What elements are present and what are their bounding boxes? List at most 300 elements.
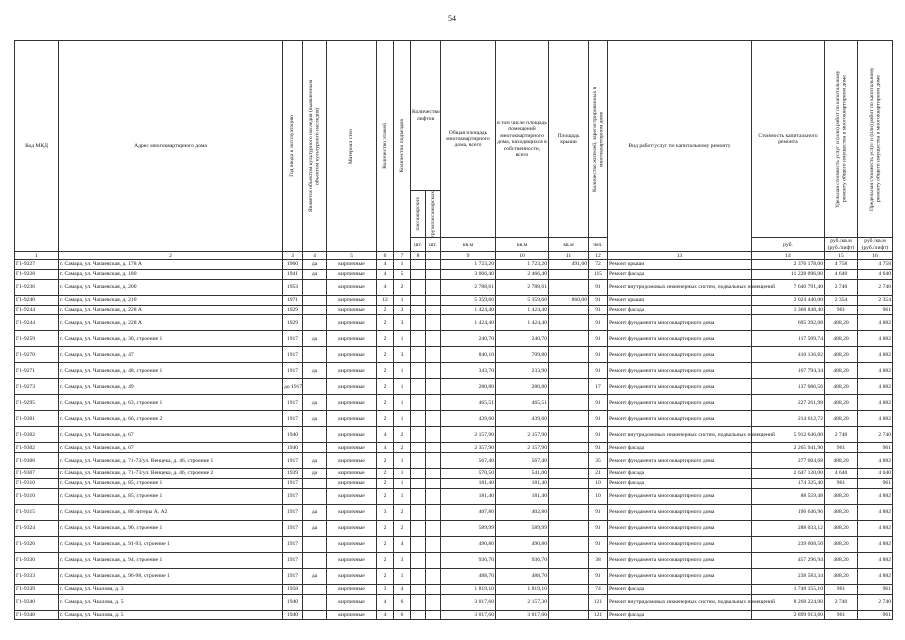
year-cell: 1917 (283, 552, 303, 568)
header-code: Код МКД (15, 41, 59, 252)
unit-cost-cell: 2 740 (825, 427, 858, 443)
address-cell: г. Самара, ул. Чапаевская, д. 67 (59, 427, 283, 443)
material-cell: кирпичные (327, 453, 377, 469)
heritage-cell (303, 305, 327, 315)
entrances-cell: 1 (394, 295, 411, 305)
unit-lifts-cargo: шт. (426, 238, 441, 252)
floors-cell: 2 (377, 379, 394, 395)
lifts-cargo-cell (426, 270, 441, 280)
code-cell: Г1-9295 (15, 395, 59, 411)
column-number: 8 (411, 252, 426, 260)
lifts-cargo-cell (426, 363, 441, 379)
address-cell: г. Самара, ул. Чапаевская, д. 47 (59, 347, 283, 363)
entrances-cell: 3 (394, 347, 411, 363)
cost-cell: 1 748 155,10 (752, 584, 825, 594)
year-cell: 1929 (283, 315, 303, 331)
total-area-cell: 181,40 (441, 479, 496, 489)
lifts-passenger-cell (411, 594, 426, 610)
unit-cost-cell: 488,20 (825, 315, 858, 331)
premises-area-cell: 1 723,20 (496, 260, 549, 270)
table-row (15, 469, 893, 479)
address-cell: г. Самара, ул. Чапаевская, д. 210 (59, 295, 283, 305)
floors-cell: 2 (377, 479, 394, 489)
code-cell: Г1-9302 (15, 427, 59, 443)
premises-area-cell: 465,51 (496, 395, 549, 411)
lifts-cargo-cell (426, 295, 441, 305)
code-cell: Г1-9307 (15, 469, 59, 479)
lifts-passenger-cell (411, 469, 426, 479)
residents-cell: 74 (589, 584, 608, 594)
cost-cell: 695 392,08 (752, 315, 825, 331)
header-residents: Количество жителей, зарегистрированных в многоквартирном доме (591, 86, 604, 192)
premises-area-cell: 181,40 (496, 479, 549, 489)
heritage-cell (303, 536, 327, 552)
roof-area-cell (549, 568, 589, 584)
material-cell: кирпичные (327, 347, 377, 363)
floors-cell: 2 (377, 363, 394, 379)
roof-area-cell (549, 347, 589, 363)
lifts-passenger-cell (411, 411, 426, 427)
cost-cell: 239 608,56 (752, 536, 825, 552)
year-cell: 1940 (283, 427, 303, 443)
unit-cost-cell: 488,20 (825, 453, 858, 469)
address-cell: г. Самара, ул. Чапаевская, д. 63, строение 1 (59, 395, 283, 411)
cost-cell: 137 086,56 (752, 379, 825, 395)
year-cell: 1917 (283, 504, 303, 520)
lifts-passenger-cell (411, 443, 426, 453)
cost-cell: 277 004,68 (752, 453, 825, 469)
code-cell: Г1-9227 (15, 260, 59, 270)
roof-area-cell (549, 536, 589, 552)
heritage-cell (303, 488, 327, 504)
address-cell: г. Самара, ул. Чапаевская, д. 49 (59, 379, 283, 395)
column-number: 3 (283, 252, 303, 260)
work-type-cell: Ремонт фундамента многоквартирного дома (608, 363, 752, 379)
residents-cell: 91 (589, 536, 608, 552)
max-cost-cell: 4 882 (858, 347, 893, 363)
total-area-cell: 567,40 (441, 453, 496, 469)
table-row (15, 479, 893, 489)
floors-cell: 4 (377, 279, 394, 295)
unit-cost-cell: 961 (825, 610, 858, 620)
lifts-passenger-cell (411, 347, 426, 363)
total-area-cell: 2 157,90 (441, 427, 496, 443)
cost-cell: 117 509,74 (752, 331, 825, 347)
table-row (15, 584, 893, 594)
floors-cell: 2 (377, 568, 394, 584)
floors-cell: 2 (377, 331, 394, 347)
code-cell: Г1-9340 (15, 594, 59, 610)
address-cell: г. Самара, ул. Чапаевская, д. 90, строение 1 (59, 520, 283, 536)
entrances-cell: 4 (394, 584, 411, 594)
unit-cost-cell: 2 740 (825, 594, 858, 610)
roof-area-cell (549, 279, 589, 295)
roof-area-cell (549, 395, 589, 411)
code-cell: Г1-9315 (15, 504, 59, 520)
material-cell: кирпичные (327, 552, 377, 568)
entrances-cell: 1 (394, 453, 411, 469)
cost-cell: 227 261,98 (752, 395, 825, 411)
roof-area-cell: 860,00 (549, 295, 589, 305)
lifts-cargo-cell (426, 520, 441, 536)
column-number: 4 (303, 252, 327, 260)
work-type-cell: Ремонт фундамента многоквартирного дома (608, 411, 752, 427)
max-cost-cell: 4 882 (858, 453, 893, 469)
floors-cell: 4 (377, 260, 394, 270)
unit-cost-cell: 961 (825, 305, 858, 315)
max-cost-cell: 4 882 (858, 411, 893, 427)
cost-cell: 410 136,82 (752, 347, 825, 363)
column-number: 11 (549, 252, 589, 260)
table-row (15, 379, 893, 395)
cost-cell: 2 265 941,90 (752, 443, 825, 453)
year-cell: 1971 (283, 295, 303, 305)
max-cost-cell: 4 882 (858, 379, 893, 395)
total-area-cell: 936,70 (441, 552, 496, 568)
year-cell: 1917 (283, 331, 303, 347)
roof-area-cell (549, 520, 589, 536)
header-premises-area: в том числе площадь помещений многоквартирного дома, находящихся в собственности, всего (496, 41, 549, 238)
lifts-passenger-cell (411, 305, 426, 315)
lifts-passenger-cell (411, 488, 426, 504)
column-number: 1 (15, 252, 59, 260)
material-cell: кирпичные (327, 315, 377, 331)
column-number-row (15, 252, 893, 260)
table-row (15, 520, 893, 536)
table-row (15, 594, 893, 610)
code-cell: Г1-9330 (15, 552, 59, 568)
premises-area-cell: 2 157,90 (496, 427, 549, 443)
floors-cell: 2 (377, 411, 394, 427)
unit-cost-cell: 488,20 (825, 347, 858, 363)
floors-cell: 2 (377, 315, 394, 331)
unit-cost-cell: 488,20 (825, 520, 858, 536)
max-cost-cell: 4 882 (858, 536, 893, 552)
cost-cell: 8 268 224,00 (752, 594, 825, 610)
material-cell: кирпичные (327, 305, 377, 315)
material-cell: кирпичные (327, 584, 377, 594)
unit-cost-cell: 961 (825, 584, 858, 594)
heritage-cell (303, 347, 327, 363)
residents-cell: 38 (589, 552, 608, 568)
unit-lifts-passenger: шт. (411, 238, 426, 252)
roof-area-cell (549, 552, 589, 568)
work-type-cell: Ремонт внутридомовых инженерных систем, подвальных помещений (608, 427, 752, 443)
total-area-cell: 181,40 (441, 488, 496, 504)
premises-area-cell: 2 157,30 (496, 594, 549, 610)
code-cell: Г1-9236 (15, 279, 59, 295)
premises-area-cell: 2 788,61 (496, 279, 549, 295)
year-cell: 1917 (283, 536, 303, 552)
column-number: 7 (394, 252, 411, 260)
unit-cost-cell: 4 640 (825, 270, 858, 280)
lifts-cargo-cell (426, 584, 441, 594)
entrances-cell: 1 (394, 379, 411, 395)
address-cell: г. Самара, ул. Чапаевская, д. 85, строение 1 (59, 479, 283, 489)
entrances-cell: 3 (394, 315, 411, 331)
year-cell: 1939 (283, 469, 303, 479)
premises-area-cell: 936,70 (496, 552, 549, 568)
code-cell: Г1-9302 (15, 443, 59, 453)
total-area-cell: 280,80 (441, 379, 496, 395)
work-type-cell: Ремонт фундамента многоквартирного дома (608, 315, 752, 331)
work-type-cell: Ремонт фасада (608, 584, 752, 594)
work-type-cell: Ремонт фундамента многоквартирного дома (608, 331, 752, 347)
roof-area-cell (549, 504, 589, 520)
floors-cell: 2 (377, 536, 394, 552)
heritage-cell (303, 479, 327, 489)
roof-area-cell (549, 584, 589, 594)
roof-area-cell (549, 443, 589, 453)
unit-cost-cell: 488,20 (825, 411, 858, 427)
material-cell: кирпичные (327, 279, 377, 295)
cost-cell: 5 912 646,00 (752, 427, 825, 443)
material-cell: кирпичные (327, 363, 377, 379)
table-row (15, 279, 893, 295)
header-cost: Стоимость капитального ремонта (752, 41, 825, 238)
total-area-cell: 3 017,60 (441, 594, 496, 610)
unit-cost-cell: 4 640 (825, 469, 858, 479)
code-cell: Г1-9306 (15, 453, 59, 469)
roof-area-cell (549, 379, 589, 395)
lifts-passenger-cell (411, 568, 426, 584)
unit-total-area: кв.м (441, 238, 496, 252)
floors-cell: 2 (377, 488, 394, 504)
lifts-passenger-cell (411, 504, 426, 520)
table-row (15, 427, 893, 443)
table-row (15, 331, 893, 347)
unit-cost: руб. (752, 238, 825, 252)
entrances-cell: 3 (394, 552, 411, 568)
residents-cell: 121 (589, 594, 608, 610)
max-cost-cell: 961 (858, 584, 893, 594)
unit-cost-cell: 488,20 (825, 363, 858, 379)
code-cell: Г1-9326 (15, 536, 59, 552)
address-cell: г. Самара, ул. Чапаевская, д. 48, строение 1 (59, 363, 283, 379)
lifts-cargo-cell (426, 552, 441, 568)
header-entrances: Количество подъездов (398, 119, 405, 173)
lifts-cargo-cell (426, 453, 441, 469)
cost-cell: 88 559,48 (752, 488, 825, 504)
address-cell: г. Самара, ул. Чапаевская, д. 91-93, строение 1 (59, 536, 283, 552)
address-cell: г. Самара, ул. Чапаевская, д. 96-98, строение 1 (59, 568, 283, 584)
table-row (15, 315, 893, 331)
lifts-cargo-cell (426, 504, 441, 520)
premises-area-cell: 2 157,90 (496, 443, 549, 453)
total-area-cell: 465,51 (441, 395, 496, 411)
material-cell: кирпичные (327, 260, 377, 270)
work-type-cell: Ремонт фундамента многоквартирного дома (608, 504, 752, 520)
code-cell: Г1-9244 (15, 315, 59, 331)
entrances-cell: 1 (394, 395, 411, 411)
heritage-cell (303, 315, 327, 331)
premises-area-cell: 490,80 (496, 536, 549, 552)
material-cell: кирпичные (327, 395, 377, 411)
address-cell: г. Самара, ул. Чкалова, д. 5 (59, 610, 283, 620)
unit-cost-cell: 4 758 (825, 260, 858, 270)
table-row (15, 395, 893, 411)
cost-cell: 11 228 096,00 (752, 270, 825, 280)
year-cell: 1960 (283, 260, 303, 270)
unit-cost-cell: 488,20 (825, 552, 858, 568)
total-area-cell: 488,70 (441, 568, 496, 584)
code-cell: Г1-9340 (15, 610, 59, 620)
max-cost-cell: 4 882 (858, 331, 893, 347)
work-type-cell: Ремонт фасада (608, 479, 752, 489)
total-area-cell: 1 819,10 (441, 584, 496, 594)
lifts-cargo-cell (426, 347, 441, 363)
residents-cell: 35 (589, 453, 608, 469)
year-cell: 1917 (283, 411, 303, 427)
year-cell: 1917 (283, 520, 303, 536)
heritage-cell: да (303, 331, 327, 347)
residents-cell: 10 (589, 479, 608, 489)
residents-cell: 17 (589, 379, 608, 395)
residents-cell: 91 (589, 395, 608, 411)
total-area-cell: 490,80 (441, 536, 496, 552)
entrances-cell: 6 (394, 610, 411, 620)
lifts-cargo-cell (426, 479, 441, 489)
lifts-passenger-cell (411, 295, 426, 305)
max-cost-cell: 4 882 (858, 363, 893, 379)
unit-cost-cell: 2 354 (825, 295, 858, 305)
cost-cell: 288 033,12 (752, 520, 825, 536)
lifts-passenger-cell (411, 427, 426, 443)
unit-cost-cell: 488,20 (825, 331, 858, 347)
year-cell: 1940 (283, 594, 303, 610)
code-cell: Г1-9270 (15, 347, 59, 363)
lifts-passenger-cell (411, 610, 426, 620)
entrances-cell: 4 (394, 536, 411, 552)
code-cell: Г1-9259 (15, 331, 59, 347)
address-cell: г. Самара, ул. Чапаевская, д. 66, строение 2 (59, 411, 283, 427)
max-cost-cell: 961 (858, 610, 893, 620)
material-cell: кирпичные (327, 295, 377, 305)
work-type-cell: Ремонт фундамента многоквартирного дома (608, 379, 752, 395)
cost-cell: 196 646,96 (752, 504, 825, 520)
lifts-passenger-cell (411, 315, 426, 331)
header-heritage: Является объектом культурного наследия (выявленным объектом культурного наследия) (308, 80, 321, 213)
residents-cell: 91 (589, 427, 608, 443)
code-cell: Г1-9240 (15, 295, 59, 305)
year-cell: 1958 (283, 584, 303, 594)
heritage-cell: да (303, 453, 327, 469)
floors-cell: 2 (377, 395, 394, 411)
header-lifts: Количество лифтов (411, 41, 441, 191)
column-number: 14 (752, 252, 825, 260)
code-cell: Г1-9228 (15, 270, 59, 280)
premises-area-cell: 2 466,40 (496, 270, 549, 280)
table-row (15, 488, 893, 504)
total-area-cell: 589,99 (441, 520, 496, 536)
header-roof-area: Площадь крыши (549, 41, 589, 238)
heritage-cell: да (303, 411, 327, 427)
lifts-passenger-cell (411, 520, 426, 536)
max-cost-cell: 4 882 (858, 395, 893, 411)
work-type-cell: Ремонт фундамента многоквартирного дома (608, 453, 752, 469)
max-cost-cell: 4 882 (858, 568, 893, 584)
residents-cell: 91 (589, 279, 608, 295)
total-area-cell: 3 066,40 (441, 270, 496, 280)
address-cell: г. Самара, ул. Чапаевская, д. 200 (59, 279, 283, 295)
max-cost-cell: 4 882 (858, 315, 893, 331)
material-cell: кирпичные (327, 270, 377, 280)
heritage-cell: да (303, 260, 327, 270)
lifts-passenger-cell (411, 584, 426, 594)
heritage-cell (303, 427, 327, 443)
heritage-cell (303, 610, 327, 620)
roof-area-cell: 491,00 (549, 260, 589, 270)
max-cost-cell: 961 (858, 479, 893, 489)
floors-cell: 4 (377, 270, 394, 280)
total-area-cell: 439,60 (441, 411, 496, 427)
material-cell: кирпичные (327, 594, 377, 610)
header-lifts-passenger: пассажирских (414, 197, 421, 232)
residents-cell: 91 (589, 305, 608, 315)
material-cell: кирпичные (327, 504, 377, 520)
lifts-cargo-cell (426, 279, 441, 295)
roof-area-cell (549, 479, 589, 489)
header-year: Год ввода в эксплуатацию (289, 115, 296, 177)
premises-area-cell: 1 424,40 (496, 315, 549, 331)
column-number: 6 (377, 252, 394, 260)
material-cell: кирпичные (327, 536, 377, 552)
address-cell: г. Самара, ул. Чапаевская, д. 178 А (59, 260, 283, 270)
unit-premises-area: кв.м (496, 238, 549, 252)
cost-cell: 1 368 848,40 (752, 305, 825, 315)
entrances-cell: 1 (394, 363, 411, 379)
floors-cell: 2 (377, 552, 394, 568)
lifts-cargo-cell (426, 427, 441, 443)
premises-area-cell: 439,60 (496, 411, 549, 427)
lifts-passenger-cell (411, 331, 426, 347)
work-type-cell: Ремонт фундамента многоквартирного дома (608, 488, 752, 504)
residents-cell: 10 (589, 488, 608, 504)
premises-area-cell: 1 819,10 (496, 584, 549, 594)
heritage-cell: да (303, 504, 327, 520)
lifts-passenger-cell (411, 453, 426, 469)
unit-cost-cell: 488,20 (825, 536, 858, 552)
year-cell: 1917 (283, 479, 303, 489)
table-row (15, 295, 893, 305)
material-cell: кирпичные (327, 488, 377, 504)
code-cell: Г1-9301 (15, 411, 59, 427)
residents-cell: 72 (589, 260, 608, 270)
material-cell: кирпичные (327, 610, 377, 620)
work-type-cell: Ремонт фундамента многоквартирного дома (608, 347, 752, 363)
table-row (15, 568, 893, 584)
year-cell: 1929 (283, 305, 303, 315)
cost-cell: 2 376 178,00 (752, 260, 825, 270)
roof-area-cell (549, 594, 589, 610)
address-cell: г. Самара, ул. Чапаевская, д. 71-73/ул. Венцека, д. 46, строение 2 (59, 469, 283, 479)
lifts-passenger-cell (411, 395, 426, 411)
address-cell: г. Самара, ул. Чапаевская, д. 228 А (59, 315, 283, 331)
cost-cell: 7 640 791,40 (752, 279, 825, 295)
heritage-cell (303, 295, 327, 305)
heritage-cell (303, 379, 327, 395)
total-area-cell: 3 017,60 (441, 610, 496, 620)
roof-area-cell (549, 270, 589, 280)
total-area-cell: 240,70 (441, 331, 496, 347)
max-cost-cell: 2 354 (858, 295, 893, 305)
material-cell: кирпичные (327, 568, 377, 584)
floors-cell: 4 (377, 610, 394, 620)
max-cost-cell: 2 740 (858, 427, 893, 443)
entrances-cell: 6 (394, 594, 411, 610)
page-number: 54 (448, 14, 456, 23)
total-area-cell: 1 723,20 (441, 260, 496, 270)
